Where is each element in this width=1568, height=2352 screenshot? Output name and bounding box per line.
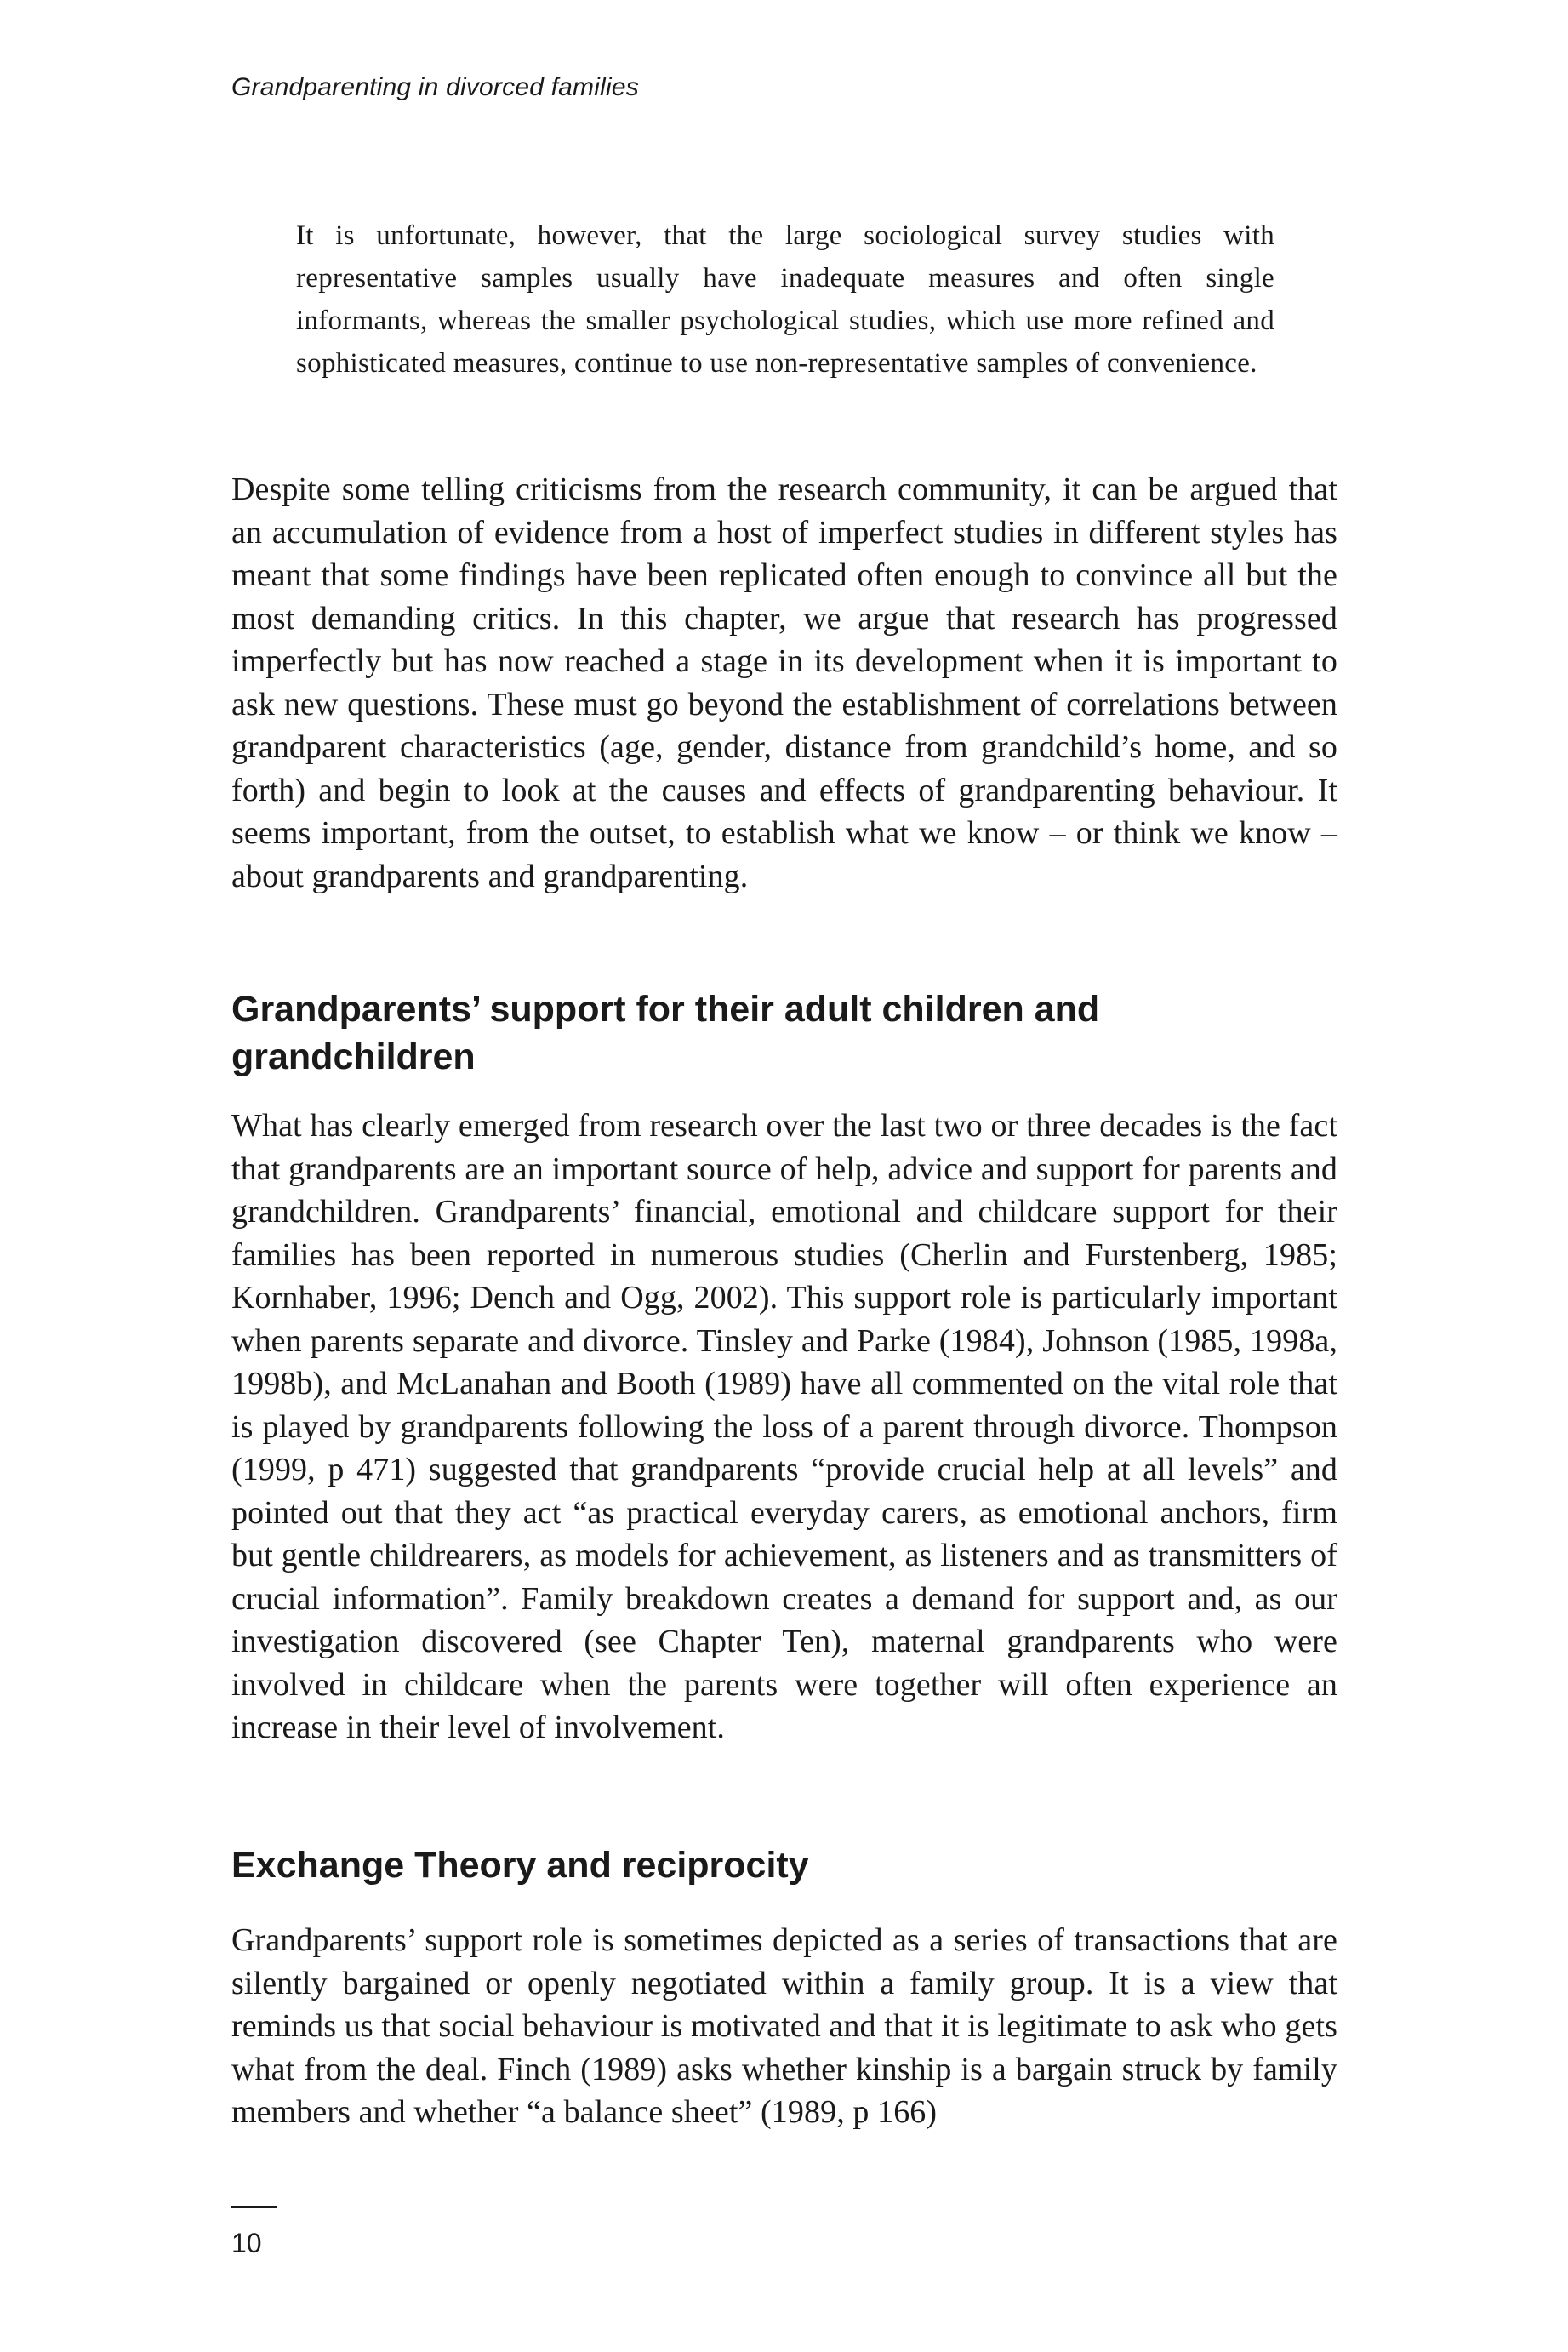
quote-text: It is unfortunate, however, that the large sociological survey studies with representative samples usually have inadequate measures and often single informants, whereas the smaller psychological studies, which use more refined and sophisticated measures, continue to use non-representative samples of convenience. [296, 220, 1274, 379]
paragraph-intro [231, 468, 1337, 898]
paragraph-text: Despite some telling criticisms from the research community, it can be argued that an accumulation of evidence from a host of imperfect studies in different styles has meant that some findings have been replicated often enough to convince all but the most demanding critics. In this chapter, we argue that research has progressed imperfectly but has now reached a stage in its development when it is important to ask new questions. These must go beyond the establishment of correlations between grandparent characteristics (age, gender, distance from grandchild’s home, and so forth) and begin to look at the causes and effects of grandparenting behaviour. It seems important, from the outset, to establish what we know – or think we know – about grandparents and grandparenting. [231, 471, 1337, 894]
heading-text: Exchange Theory and reciprocity [231, 1845, 809, 1886]
running-head: Grandparenting in divorced families [231, 73, 639, 101]
folio-rule [231, 2206, 277, 2208]
page-number: 10 [231, 2228, 262, 2258]
block-quote [296, 214, 1274, 385]
paragraph-support [231, 1105, 1337, 1750]
heading-text: Grandparents’ support for their adult children and grandchildren [231, 989, 1100, 1077]
paragraph-text: Grandparents’ support role is sometimes depicted as a series of transactions that are silently bargained or openly negotiated within a family group. It is a view that reminds us that social behaviour is motivated and that it is legitimate to ask who gets what from the deal. Finch (1989) asks whether kinship is a bargain struck by family members and whether “a balance sheet” (1989, p 166) [231, 1922, 1337, 2130]
paragraph-exchange [231, 1919, 1337, 2134]
section-heading-grandparents-support [231, 985, 1295, 1081]
paragraph-text: What has clearly emerged from research over the last two or three decades is the fact that grandparents are an important source of help, advice and support for parents and grandchildren. Grandparents’ financial, emotional and childcare support for their families has been reported in numerous studies (Cherlin and Furstenberg, 1985; Kornhaber, 1996; Dench and Ogg, 2002). This support role is particularly important when parents separate and divorce. Tinsley and Parke (1984), Johnson (1985, 1998a, 1998b), and McLanahan and Booth (1989) have all commented on the vital role that is played by grandparents following the loss of a parent through divorce. Thompson (1999, p 471) suggested that grandparents “provide crucial help at all levels” and pointed out that they act “as practical everyday carers, as emotional anchors, firm but gentle childrearers, as models for achievement, as listeners and as transmitters of crucial information”. Family breakdown creates a demand for support and, as our investigation discovered (see Chapter Ten), maternal grandparents who were involved in childcare when the parents were together will often experience an increase in their level of involvement. [231, 1108, 1337, 1745]
section-heading-exchange-theory [231, 1841, 1337, 1889]
